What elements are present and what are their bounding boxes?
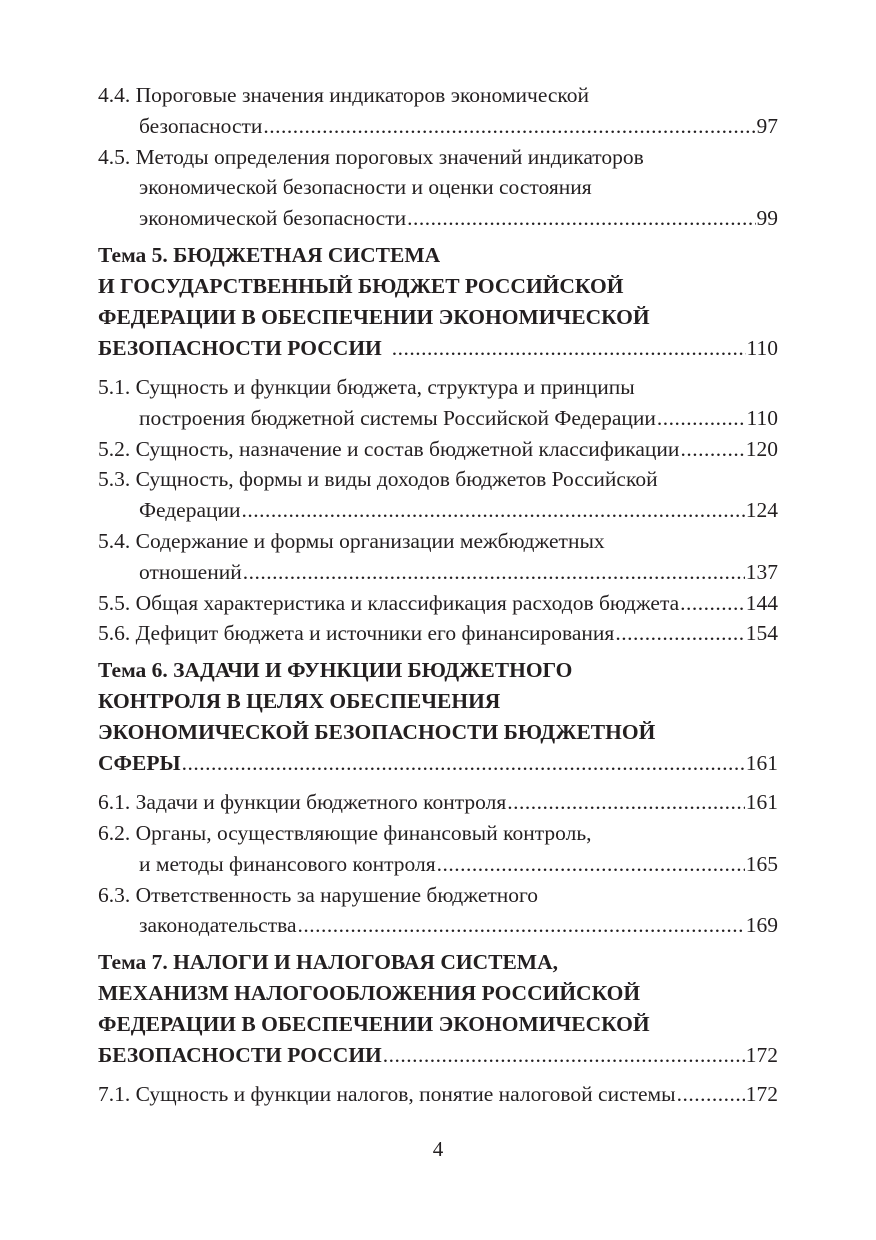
- toc-chapter-7: [98, 947, 778, 1071]
- chapter-title-cont: СФЕРЫ: [98, 751, 181, 776]
- dot-leader: [680, 434, 744, 465]
- dot-leader: [437, 849, 745, 880]
- dot-leader: [677, 1079, 745, 1110]
- toc-entry-title-cont: Федерации: [139, 498, 241, 523]
- toc-entry-6-3: [98, 880, 778, 942]
- toc-entry-5-2: [98, 434, 778, 465]
- toc-entry-title: 5.4. Содержание и формы организации межбюджетных: [98, 528, 605, 553]
- toc-entry-7-1: [98, 1079, 778, 1110]
- toc-page-number: 97: [756, 113, 778, 138]
- toc-entry-5-1: [98, 372, 778, 434]
- chapter-title-cont: И ГОСУДАРСТВЕННЫЙ БЮДЖЕТ РОССИЙСКОЙ: [98, 273, 624, 298]
- dot-leader: [507, 787, 745, 818]
- toc-page-number: 120: [745, 436, 778, 461]
- toc-entry-title-cont: построения бюджетной системы Российской Федерации: [139, 405, 656, 430]
- chapter-title-cont: БЕЗОПАСНОСТИ РОССИИ: [98, 335, 382, 360]
- chapter-title: Тема 6. ЗАДАЧИ И ФУНКЦИИ БЮДЖЕТНОГО: [98, 658, 573, 683]
- toc-entry-title-cont: экономической безопасности: [139, 206, 407, 231]
- dot-leader: [242, 495, 745, 526]
- toc-entry-title-cont: безопасности: [139, 113, 263, 138]
- page-number: 4: [432, 1137, 444, 1161]
- table-of-contents: [98, 80, 778, 1110]
- toc-entry-title: 6.1. Задачи и функции бюджетного контроля: [98, 790, 507, 815]
- chapter-title: Тема 5. БЮДЖЕТНАЯ СИСТЕМА: [98, 242, 441, 267]
- dot-leader: [657, 403, 746, 434]
- dot-leader: [392, 333, 746, 364]
- toc-page-number: 154: [745, 621, 778, 646]
- toc-entry-5-6: [98, 618, 778, 649]
- toc-entry-title: 6.3. Ответственность за нарушение бюджетного: [98, 882, 539, 907]
- toc-entry-title: 5.1. Сущность и функции бюджета, структура и принципы: [98, 374, 635, 399]
- toc-entry-title: 4.5. Методы определения пороговых значений индикаторов: [98, 144, 644, 169]
- dot-leader: [182, 748, 745, 779]
- dot-leader: [383, 1040, 745, 1071]
- toc-entry-title: 5.6. Дефицит бюджета и источники его финансирования: [98, 621, 615, 646]
- toc-entry-5-5: [98, 588, 778, 619]
- chapter-title-cont: ЭКОНОМИЧЕСКОЙ БЕЗОПАСНОСТИ БЮДЖЕТНОЙ: [98, 720, 656, 745]
- toc-entry-5-3: [98, 464, 778, 526]
- toc-entry-6-2: [98, 818, 778, 880]
- dot-leader: [615, 618, 744, 649]
- toc-chapter-5: [98, 240, 778, 364]
- toc-entry-title: 7.1. Сущность и функции налогов, понятие налоговой системы: [98, 1082, 676, 1107]
- toc-entry-title-cont: законодательства: [139, 913, 297, 938]
- toc-entry-title: 6.2. Органы, осуществляющие финансовый контроль,: [98, 820, 592, 845]
- toc-page-number: 165: [745, 851, 778, 876]
- toc-page-number: 161: [745, 751, 778, 776]
- toc-entry-title-cont: и методы финансового контроля: [139, 851, 436, 876]
- toc-page-number: 172: [745, 1043, 778, 1068]
- toc-entry-6-1: [98, 787, 778, 818]
- toc-page-number: 144: [745, 590, 778, 615]
- toc-page-number: 99: [756, 206, 778, 231]
- toc-page-number: 110: [746, 405, 778, 430]
- dot-leader: [680, 588, 745, 619]
- dot-leader: [243, 557, 745, 588]
- toc-entry-title: 5.3. Сущность, формы и виды доходов бюджетов Российской: [98, 467, 658, 492]
- toc-page-number: 124: [745, 498, 778, 523]
- toc-entry-title: 5.2. Сущность, назначение и состав бюджетной классификации: [98, 436, 680, 461]
- dot-leader: [298, 910, 745, 941]
- chapter-title-cont: КОНТРОЛЯ В ЦЕЛЯХ ОБЕСПЕЧЕНИЯ: [98, 689, 501, 714]
- toc-entry-title-cont: отношений: [139, 559, 242, 584]
- toc-page-number: 169: [745, 913, 778, 938]
- dot-leader: [263, 111, 755, 142]
- toc-entry-5-4: [98, 526, 778, 588]
- toc-page-number: 137: [745, 559, 778, 584]
- dot-leader: [407, 203, 755, 234]
- toc-page-number: 172: [745, 1082, 778, 1107]
- toc-entry-title-cont: экономической безопасности и оценки состояния: [139, 175, 592, 200]
- chapter-title-cont: МЕХАНИЗМ НАЛОГООБЛОЖЕНИЯ РОССИЙСКОЙ: [98, 981, 641, 1006]
- toc-entry-title: 5.5. Общая характеристика и классификация расходов бюджета: [98, 590, 680, 615]
- chapter-title: Тема 7. НАЛОГИ И НАЛОГОВАЯ СИСТЕМА,: [98, 950, 558, 975]
- toc-page-number: 161: [745, 790, 778, 815]
- toc-entry-title: 4.4. Пороговые значения индикаторов экономической: [98, 83, 590, 107]
- toc-entry-4-5: [98, 142, 778, 234]
- chapter-title-cont: БЕЗОПАСНОСТИ РОССИИ: [98, 1043, 382, 1068]
- toc-chapter-6: [98, 655, 778, 779]
- chapter-title-cont: ФЕДЕРАЦИИ В ОБЕСПЕЧЕНИИ ЭКОНОМИЧЕСКОЙ: [98, 304, 650, 329]
- chapter-title-cont: ФЕДЕРАЦИИ В ОБЕСПЕЧЕНИИ ЭКОНОМИЧЕСКОЙ: [98, 1012, 650, 1037]
- toc-page-number: 110: [746, 335, 778, 360]
- toc-entry-4-4: [98, 80, 778, 142]
